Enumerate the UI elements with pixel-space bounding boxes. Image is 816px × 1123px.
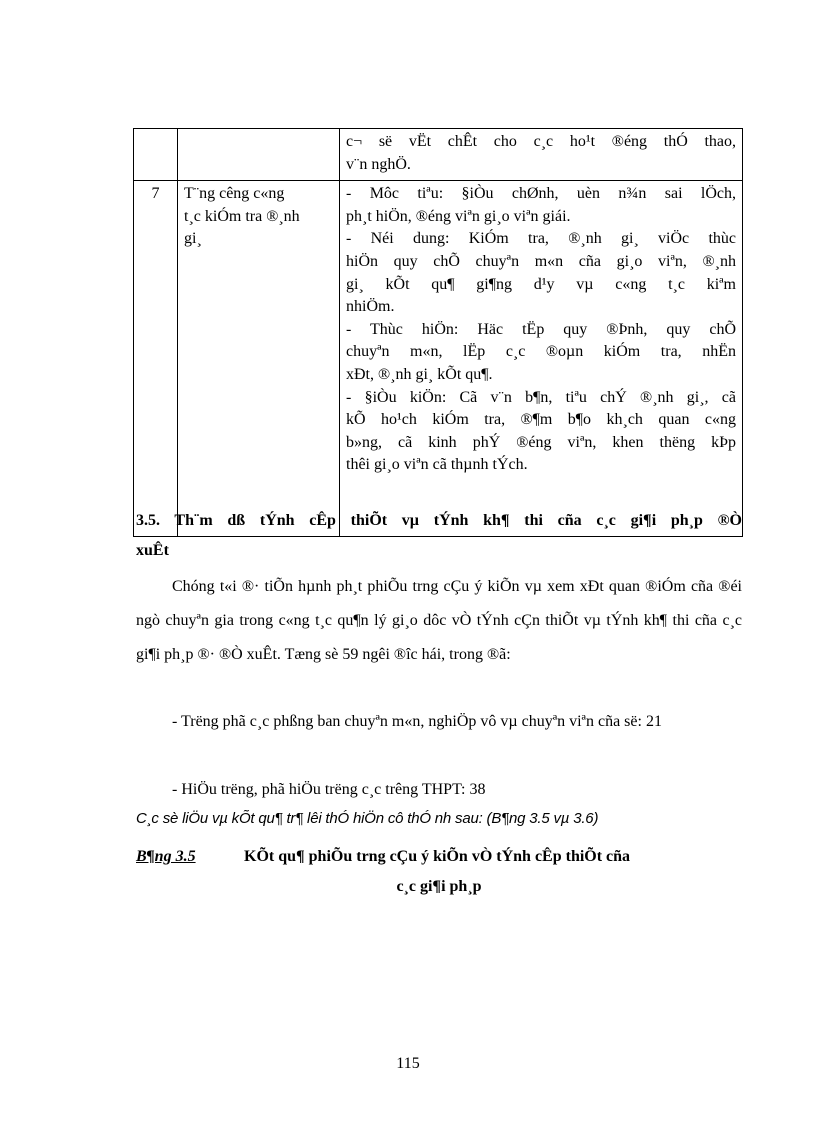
table-caption — [136, 842, 742, 902]
content-line: v¨n nghÖ. — [346, 155, 411, 173]
content-line: - Thùc hiÖn: Häc tËp quy ®Þnh, quy chÕ — [346, 320, 736, 338]
table-row — [134, 129, 743, 181]
content-line: xÐt, ®¸nh gi¸ kÕt qu¶. — [346, 365, 493, 383]
content-line: hiÖn quy chÕ chuyªn m«n cña gi¸o viªn, ®¸nh — [346, 252, 736, 270]
content-line: - Môc tiªu: §iÒu chØnh, uèn n¾n sai lÖch, — [346, 185, 736, 203]
table-cell-number: 7 — [134, 181, 178, 537]
table-caption-text: c¸c gi¶i ph¸p — [396, 878, 482, 895]
content-line: c¬ së vËt chÊt cho c¸c ho¹t ®éng thÓ thao, — [346, 133, 736, 150]
task-line: gi¸ — [184, 230, 202, 248]
table-note: C¸c sè liÖu vµ kÕt qu¶ tr¶ lêi thÓ hiÖn cô thÓ nh sau: (B¶ng 3.5 vµ 3.6) — [136, 810, 599, 827]
content-line: thêi gi¸o viªn cã thµnh tÝch. — [346, 456, 528, 474]
table-cell-task — [178, 181, 340, 537]
content-line: kÕ ho¹ch kiÓm tra, ®¶m b¶o kh¸ch quan c«ng — [346, 411, 736, 429]
content-line: ph¸t hiÖn, ®éng viªn gi¸o viªn giái. — [346, 207, 571, 225]
solutions-table — [133, 128, 743, 537]
bullet-item: - Trëng phã c¸c phßng ban chuyªn m«n, nghiÖp vô vµ chuyªn viªn cña së: 21 — [172, 713, 662, 730]
table-caption-label: B¶ng 3.5 — [136, 848, 196, 865]
table-cell-content — [340, 129, 743, 181]
table-cell-task — [178, 129, 340, 181]
task-line: T¨ng cêng c«ng — [184, 185, 285, 203]
content-line: nhiÖm. — [346, 298, 395, 316]
content-line: gi¸ kÕt qu¶ gi¶ng d¹y vµ c«ng t¸c kiªm — [346, 275, 736, 293]
section-heading-line: 3.5. Th¨m dß tÝnh cÊp thiÕt vµ tÝnh kh¶ thi cña c¸c gi¶i ph¸p ®Ò — [136, 512, 742, 529]
table-caption-text: KÕt qu¶ phiÕu trng cÇu ý kiÕn vÒ tÝnh cÊp thiÕt cña — [244, 848, 631, 865]
table-cell-number — [134, 129, 178, 181]
content-line: b»ng, cã kinh phÝ ®éng viªn, khen thëng kÞp — [346, 433, 736, 451]
paragraph-text: Chóng t«i ®· tiÕn hµnh ph¸t phiÕu trng cÇu ý kiÕn vµ xem xÐt quan ®iÓm cña ®éi ngò chuyªn gia trong c«ng t¸c qu¶n lý gi¸o dôc vÒ tÝnh cÇn thiÕt vµ tÝnh kh¶ thi cña c¸c gi¶i ph¸p ®· ®Ò xuÊt. Tæng sè 59 ngêi ®îc hái, trong ®ã: — [136, 578, 742, 663]
task-line: t¸c kiÓm tra ®¸nh — [184, 207, 300, 225]
table-row — [134, 181, 743, 537]
content-line: - Néi dung: KiÓm tra, ®¸nh gi¸ viÖc thùc — [346, 230, 736, 248]
content-line: - §iÒu kiÖn: Cã v¨n b¶n, tiªu chÝ ®¸nh gi¸, cã — [346, 388, 736, 406]
bullet-item: - HiÖu trëng, phã hiÖu trëng c¸c trêng THPT: 38 — [172, 781, 486, 798]
page-number: 115 — [396, 1055, 420, 1072]
body-paragraph — [136, 570, 742, 672]
section-heading-line: xuÊt — [136, 542, 169, 559]
section-heading — [136, 506, 742, 566]
content-line: chuyªn m«n, lËp c¸c ®oµn kiÓm tra, nhËn — [346, 343, 736, 361]
table-cell-content — [340, 181, 743, 537]
